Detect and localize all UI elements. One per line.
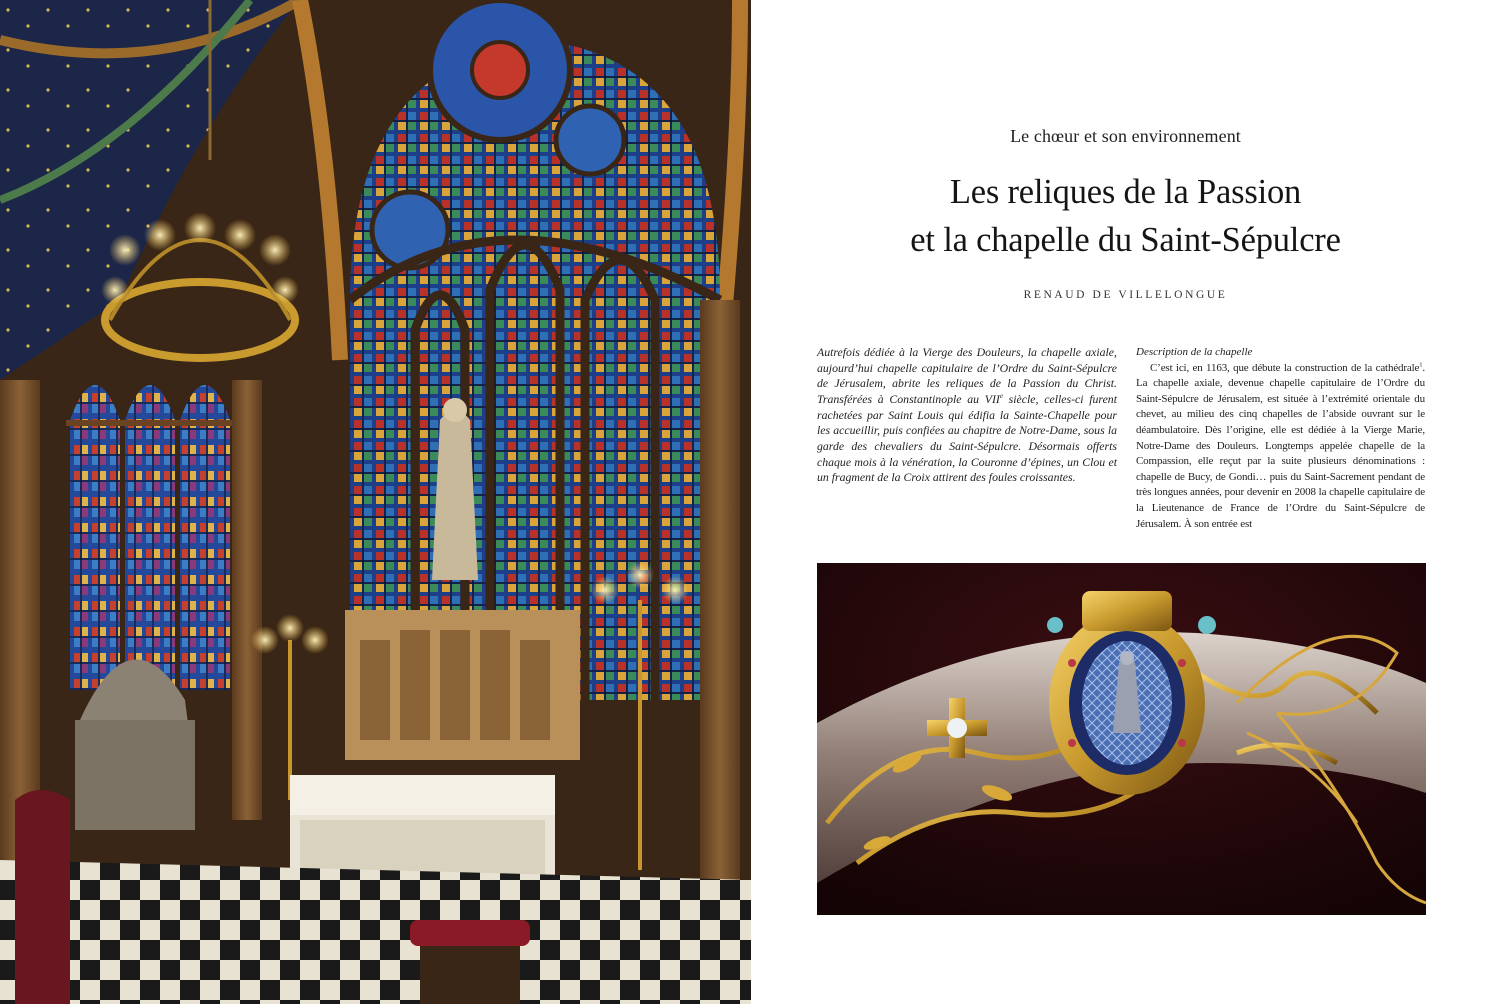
footnote-ref: 1 — [1419, 360, 1423, 368]
article-title — [751, 168, 1500, 264]
body-text-a: C’est ici, en 1163, que débute la construction de la cathédrale — [1150, 361, 1420, 374]
article-title-line-2: et la chapelle du Saint-Sépulcre — [910, 221, 1341, 259]
body-paragraph — [1136, 361, 1425, 533]
intro-superscript: e — [999, 392, 1003, 401]
intro-text-a: Autrefois dédiée à la Vierge des Douleurs, la chapelle axiale, aujourd’hui chapelle capitulaire de l’Ordre du Saint-Sépulcre de Jérusalem, abrite les reliques de la Passion du Christ. Transférées à Constantinople au VII — [817, 345, 1117, 406]
intro-text-b: siècle, celles-ci furent rachetées par Saint Louis qui édifia la Sainte-Chapelle pour les accueillir, puis confiées au chapitre de Notre-Dame, sous la garde des chevaliers du Saint-Sépulcre. Désormais offerts chaque mois à la vénération, la Couronne d’épines, un Clou et un fragment de la Croix attirent des foules croissantes. — [817, 391, 1117, 485]
article-title-line-1: Les reliques de la Passion — [949, 173, 1302, 211]
author-byline: RENAUD DE VILLELONGUE — [1023, 289, 1228, 301]
intro-paragraph — [817, 345, 1117, 486]
reliquary-photo — [817, 563, 1426, 915]
body-text-b: . La chapelle axiale, devenue chapelle capitulaire de l’Ordre du Saint-Sépulcre de Jérusalem, est située à l’extrémité orientale du chevet, au milieu des cinq chapelles de l’abside ouvrant sur le déambulatoire. Dès l’origine, elle est dédiée à la Vierge Marie, Notre-Dame des Douleurs. Longtemps appelée chapelle de la Compassion, elle reçut par la suite plusieurs dénominations : chapelle de Bucy, de Gondi… puis du Saint-Sacrement pendant de très longues années, pour devenir en 2008 la chapelle capitulaire de la Lieutenance de France de l’Ordre du Saint-Sépulcre de Jérusalem. À son entrée est — [1136, 361, 1425, 530]
section-heading: Description de la chapelle — [1136, 346, 1253, 358]
body-column — [1136, 345, 1425, 532]
section-kicker: Le chœur et son environnement — [1010, 126, 1241, 146]
right-page — [751, 0, 1500, 1004]
